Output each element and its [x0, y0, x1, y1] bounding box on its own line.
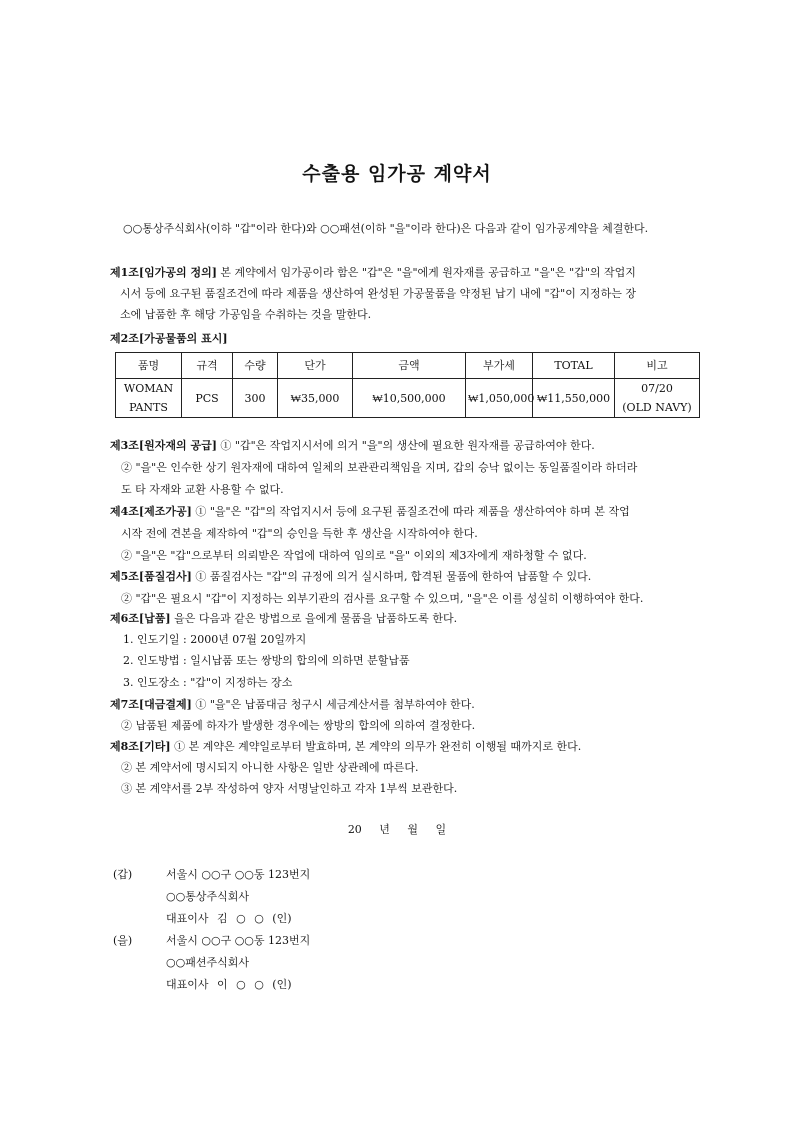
- table-header-cell: 품명: [116, 353, 182, 379]
- party-b-representative: 대표이사 이 ○ ○ (인): [166, 978, 292, 991]
- article-8-text-1: ① 본 계약은 계약일로부터 발효하며, 본 계약의 의무가 완전히 이행될 때까지로 한다.: [170, 740, 582, 753]
- note-line-1: 07/20: [641, 382, 673, 395]
- article-7-text-2: ② 납품된 제품에 하자가 발생한 경우에는 쌍방의 합의에 의하여 결정한다.: [121, 719, 476, 732]
- contract-date: 20 년 월 일: [347, 823, 447, 836]
- article-4-heading: 제4조[제조가공]: [110, 505, 192, 518]
- table-header-cell: 비고: [615, 353, 700, 379]
- article-5-text-1: ① 품질검사는 "갑"의 규정에 의거 실시하며, 합격된 물품에 한하여 납품할 수 있다.: [191, 570, 592, 583]
- total-cell: ₩11,550,000: [533, 379, 615, 418]
- article-8-text-3: ③ 본 계약서를 2부 작성하여 양자 서명날인하고 각자 1부씩 보관한다.: [121, 782, 458, 795]
- table-header-cell: 수량: [233, 353, 278, 379]
- party-a-address: 서울시 ○○구 ○○동 123번지: [166, 868, 311, 881]
- unit-price-cell: ₩35,000: [278, 379, 353, 418]
- party-a-company: ○○통상주식회사: [166, 890, 249, 903]
- party-b-label: (을): [113, 934, 133, 947]
- article-1-text-2: 시서 등에 요구된 품질조건에 따라 제품을 생산하여 완성된 가공물품을 약정된 납기 내에 "갑"이 지정하는 장: [120, 287, 636, 300]
- article-6-item-3: 3. 인도장소 : "갑"이 지정하는 장소: [123, 676, 293, 689]
- article-1-heading: 제1조[임가공의 정의]: [110, 266, 217, 279]
- article-3-text-2: ② "을"은 인수한 상기 원자재에 대하여 일체의 보관관리책임을 지며, 갑의 승낙 없이는 동일품질이라 하더라: [121, 461, 638, 474]
- item-name-line-2: PANTS: [129, 401, 168, 414]
- table-header-cell: 규격: [182, 353, 233, 379]
- article-6-item-2: 2. 인도방법 : 일시납품 또는 쌍방의 합의에 의하면 분할납품: [123, 654, 410, 667]
- article-1-text-1: 본 계약에서 임가공이라 함은 "갑"은 "을"에게 원자재를 공급하고 "을"은 "갑"의 작업지: [216, 266, 636, 279]
- table-header-cell: 부가세: [466, 353, 533, 379]
- article-8-heading: 제8조[기타]: [110, 740, 171, 753]
- table-header-cell: 단가: [278, 353, 353, 379]
- article-4-text-2: 시작 전에 견본을 제작하여 "갑"의 승인을 득한 후 생산을 시작하여야 한다.: [121, 527, 478, 540]
- article-2-heading: 제2조[가공물품의 표시]: [110, 332, 228, 345]
- article-3-text-3: 도 타 자재와 교환 사용할 수 없다.: [121, 483, 284, 496]
- article-5-heading: 제5조[품질검사]: [110, 570, 192, 583]
- item-name-cell: [116, 379, 182, 418]
- item-name-line-1: WOMAN: [123, 382, 174, 395]
- goods-table: [115, 352, 700, 418]
- table-header-row: [116, 353, 700, 379]
- table-header-cell: 금액: [353, 353, 466, 379]
- note-cell: [615, 379, 700, 418]
- amount-cell: ₩10,500,000: [353, 379, 466, 418]
- vat-cell: ₩1,050,000: [466, 379, 533, 418]
- note-line-2: (OLD NAVY): [622, 401, 692, 414]
- document-title: 수출용 임가공 계약서: [302, 163, 492, 185]
- table-header-cell: TOTAL: [533, 353, 615, 379]
- article-6-item-1: 1. 인도기일 : 2000년 07월 20일까지: [123, 633, 307, 646]
- article-3-heading: 제3조[원자재의 공급]: [110, 439, 217, 452]
- intro-paragraph: ○○통상주식회사(이하 "갑"이라 한다)와 ○○패션(이하 "을"이라 한다)은 다음과 같이 임가공계약을 체결한다.: [123, 222, 649, 235]
- article-8-text-2: ② 본 계약서에 명시되지 아니한 사항은 일반 상관례에 따른다.: [121, 761, 419, 774]
- party-b-company: ○○패션주식회사: [166, 956, 249, 969]
- quantity-cell: 300: [233, 379, 278, 418]
- article-1-text-3: 소에 납품한 후 해당 가공임을 수취하는 것을 말한다.: [120, 308, 372, 321]
- article-4-text-3: ② "을"은 "갑"으로부터 의뢰받은 작업에 대하여 임의로 "을" 이외의 제3자에게 재하청할 수 없다.: [121, 549, 587, 562]
- article-5-text-2: ② "갑"은 필요시 "갑"이 지정하는 외부기관의 검사를 요구할 수 있으며, "을"은 이를 성실히 이행하여야 한다.: [121, 592, 644, 605]
- article-6-text-1: 을은 다음과 같은 방법으로 을에게 물품을 납품하도록 한다.: [170, 612, 458, 625]
- table-row: [116, 379, 700, 418]
- article-4-text-1: ① "을"은 "갑"의 작업지시서 등에 요구된 품질조건에 따라 제품을 생산하여야 하며 본 작업: [191, 505, 630, 518]
- article-6-heading: 제6조[납품]: [110, 612, 171, 625]
- party-b-address: 서울시 ○○구 ○○동 123번지: [166, 934, 311, 947]
- spec-cell: PCS: [182, 379, 233, 418]
- party-a-representative: 대표이사 김 ○ ○ (인): [166, 912, 292, 925]
- article-7-heading: 제7조[대금결제]: [110, 698, 192, 711]
- article-7-text-1: ① "을"은 납품대금 청구시 세금계산서를 첨부하여야 한다.: [191, 698, 475, 711]
- article-3-text-1: ① "갑"은 작업지시서에 의거 "을"의 생산에 필요한 원자재를 공급하여야 한다.: [216, 439, 595, 452]
- party-a-label: (갑): [113, 868, 133, 881]
